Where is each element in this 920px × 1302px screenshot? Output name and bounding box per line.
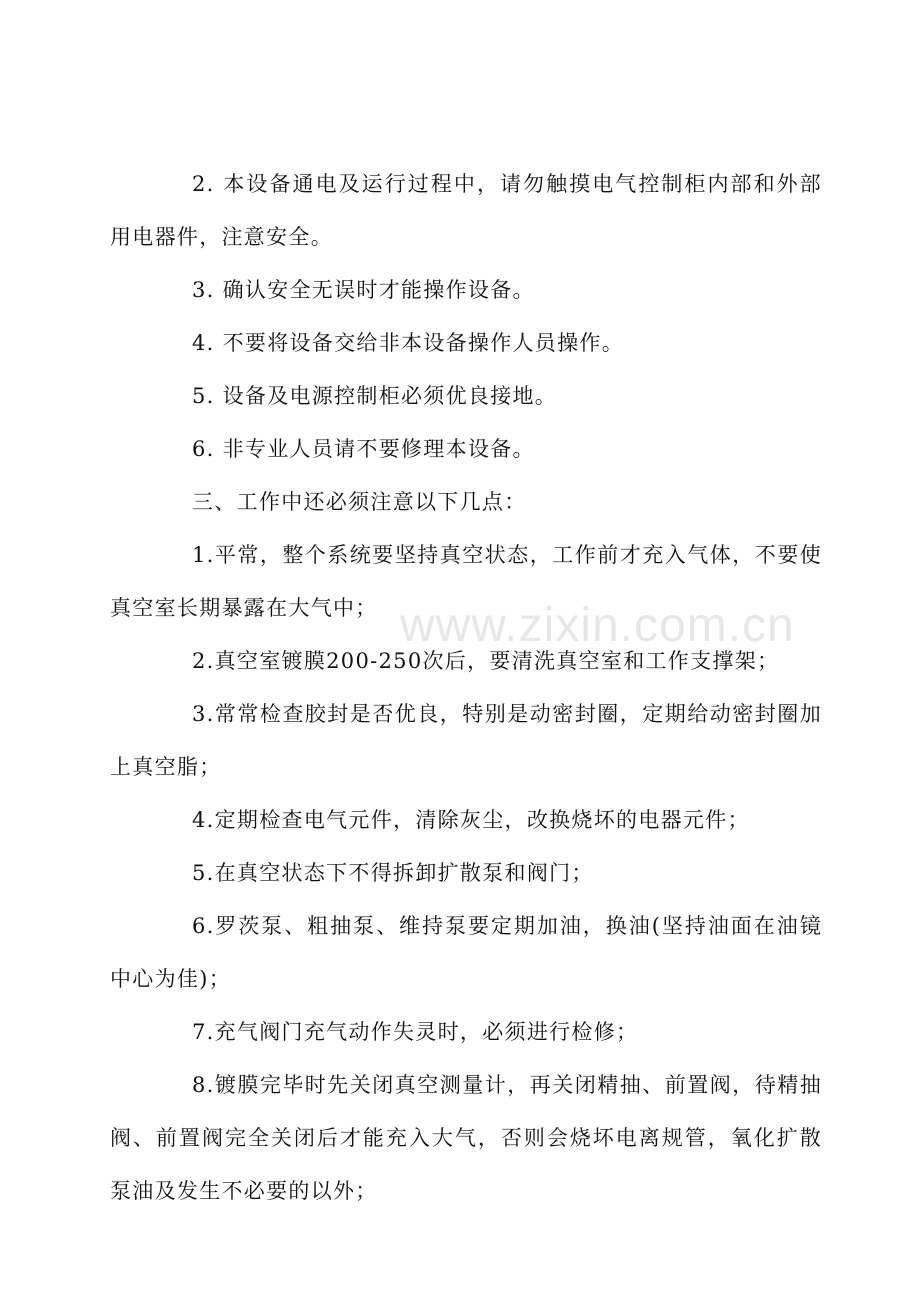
paragraph-safety-6: 6. 非专业人员请不要修理本设备。: [192, 437, 535, 461]
paragraph-note-4: 4.定期检查电气元件，清除灰尘，改换烧坏的电器元件；: [192, 808, 750, 832]
paragraph-note-3: 3.常常检查胶封是否优良，特别是动密封圈，定期给动密封圈加上真空脂；: [110, 702, 822, 779]
section-heading-3: 三、工作中还必须注意以下几点：: [192, 490, 527, 514]
paragraph-note-1: 1.平常，整个系统要坚持真空状态，工作前才充入气体，不要使真空室长期暴露在大气中；: [110, 543, 822, 620]
document-body: [110, 158, 822, 1218]
paragraph-note-7: 7.充气阀门充气动作失灵时，必须进行检修；: [192, 1020, 639, 1044]
paragraph-safety-5: 5. 设备及电源控制柜必须优良接地。: [192, 384, 558, 408]
paragraph-note-5: 5.在真空状态下不得拆卸扩散泵和阀门；: [192, 861, 594, 885]
paragraph-safety-4: 4. 不要将设备交给非本设备操作人员操作。: [192, 331, 625, 355]
paragraph-note-6: 6.罗茨泵、粗抽泵、维持泵要定期加油，换油(坚持油面在油镜中心为佳)；: [110, 914, 822, 991]
paragraph-note-8: 8.镀膜完毕时先关闭真空测量计，再关闭精抽、前置阀，待精抽阀、前置阀完全关闭后才能充入大气，否则会烧坏电离规管，氧化扩散泵油及发生不必要的以外；: [110, 1073, 822, 1203]
paragraph-note-2: 2.真空室镀膜200-250次后，要清洗真空室和工作支撑架；: [192, 649, 780, 673]
paragraph-safety-3: 3. 确认安全无误时才能操作设备。: [192, 278, 535, 302]
watermark-text: www.zixin.com.cn: [400, 599, 795, 652]
paragraph-safety-2: 2. 本设备通电及运行过程中，请勿触摸电气控制柜内部和外部用电器件，注意安全。: [110, 172, 822, 249]
